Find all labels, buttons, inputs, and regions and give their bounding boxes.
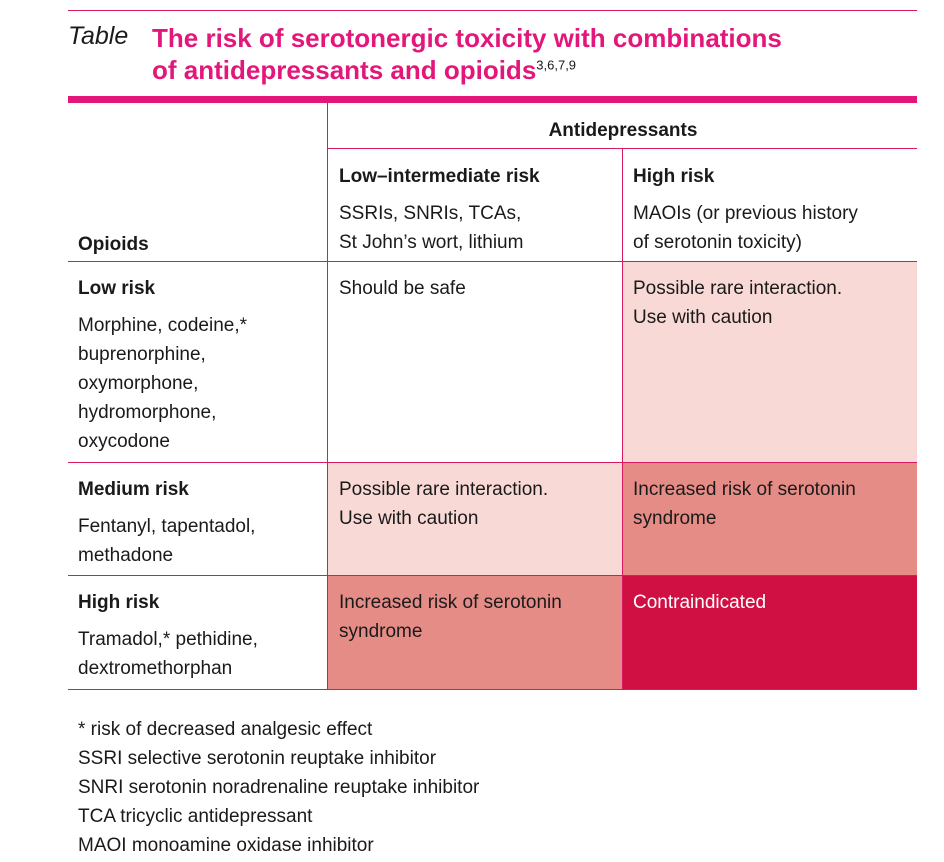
cell-text-line: Increased risk of serotonin [633, 479, 856, 500]
cell-medium-opioid-low-antidep [328, 463, 622, 575]
row-header-high-risk [68, 576, 328, 689]
row-header-label [68, 218, 328, 260]
footnote: MAOI monoamine oxidase inhibitor [78, 835, 374, 856]
drug-line: hydromorphone, [78, 402, 217, 423]
cell-low-opioid-high-antidep [622, 262, 917, 462]
antidepressants-heading: Antidepressants [548, 120, 698, 141]
footnotes [78, 715, 479, 860]
drug-line: Fentanyl, tapentadol, [78, 516, 256, 537]
drug-line: buprenorphine, [78, 344, 206, 365]
title-references: 3,6,7,9 [536, 57, 577, 73]
cell-text-line: Use with caution [339, 508, 479, 529]
footnote: * risk of decreased analgesic effect [78, 719, 373, 740]
footnote: SNRI serotonin noradrenaline reuptake inhibitor [78, 777, 480, 798]
drug-line: oxymorphone, [78, 373, 199, 394]
column-description-line: MAOIs (or previous history [633, 203, 858, 224]
footnote: SSRI selective serotonin reuptake inhibitor [78, 748, 437, 769]
cell-high-opioid-high-antidep [622, 576, 917, 689]
top-rule [68, 10, 917, 11]
drug-line: dextromethorphan [78, 658, 233, 679]
title-text [152, 22, 912, 86]
title-label: Table [68, 22, 129, 50]
drug-line: Tramadol,* pethidine, [78, 629, 258, 650]
rule-column-divider-1 [327, 103, 328, 690]
cell-text-line: syndrome [633, 508, 717, 529]
cell-text-line: Possible rare interaction. [339, 479, 549, 500]
column-description-line: St John’s wort, lithium [339, 232, 524, 253]
row-header-low-risk [68, 262, 328, 462]
cell-high-opioid-low-antidep [328, 576, 622, 689]
column-heading: Low–intermediate risk [339, 166, 540, 187]
drug-line: oxycodone [78, 431, 170, 452]
column-header-high [622, 150, 917, 260]
cell-low-opioid-low-antidep [328, 262, 622, 462]
cell-text-line: syndrome [339, 621, 423, 642]
column-group-header [328, 104, 917, 148]
rule-table-bottom [68, 689, 917, 690]
rule-below-headers [68, 261, 917, 262]
column-header-low-intermediate [328, 150, 622, 260]
column-heading: High risk [633, 166, 715, 187]
opioids-heading: Opioids [78, 234, 149, 255]
row-header-medium-risk [68, 463, 328, 575]
cell-text-line: Contraindicated [633, 592, 767, 613]
drug-line: methadone [78, 545, 174, 566]
row-heading: Low risk [78, 278, 156, 299]
row-heading: High risk [78, 592, 160, 613]
column-description-line: of serotonin toxicity) [633, 232, 802, 253]
cell-text-line: Increased risk of serotonin [339, 592, 562, 613]
rule-below-medium-row [68, 575, 917, 576]
title-line-2: of antidepressants and opioids [152, 55, 537, 85]
cell-text-line: Possible rare interaction. [633, 278, 843, 299]
column-description-line: SSRIs, SNRIs, TCAs, [339, 203, 522, 224]
cell-text-line: Should be safe [339, 278, 466, 299]
title-rule [68, 96, 917, 103]
rule-below-low-row [68, 462, 917, 463]
rule-column-divider-2 [622, 148, 623, 690]
row-heading: Medium risk [78, 479, 189, 500]
footnote: TCA tricyclic antidepressant [78, 806, 313, 827]
cell-medium-opioid-high-antidep [622, 463, 917, 575]
drug-line: Morphine, codeine,* [78, 315, 247, 336]
cell-text-line: Use with caution [633, 307, 773, 328]
title-line-1: The risk of serotonergic toxicity with combinations [152, 23, 782, 53]
